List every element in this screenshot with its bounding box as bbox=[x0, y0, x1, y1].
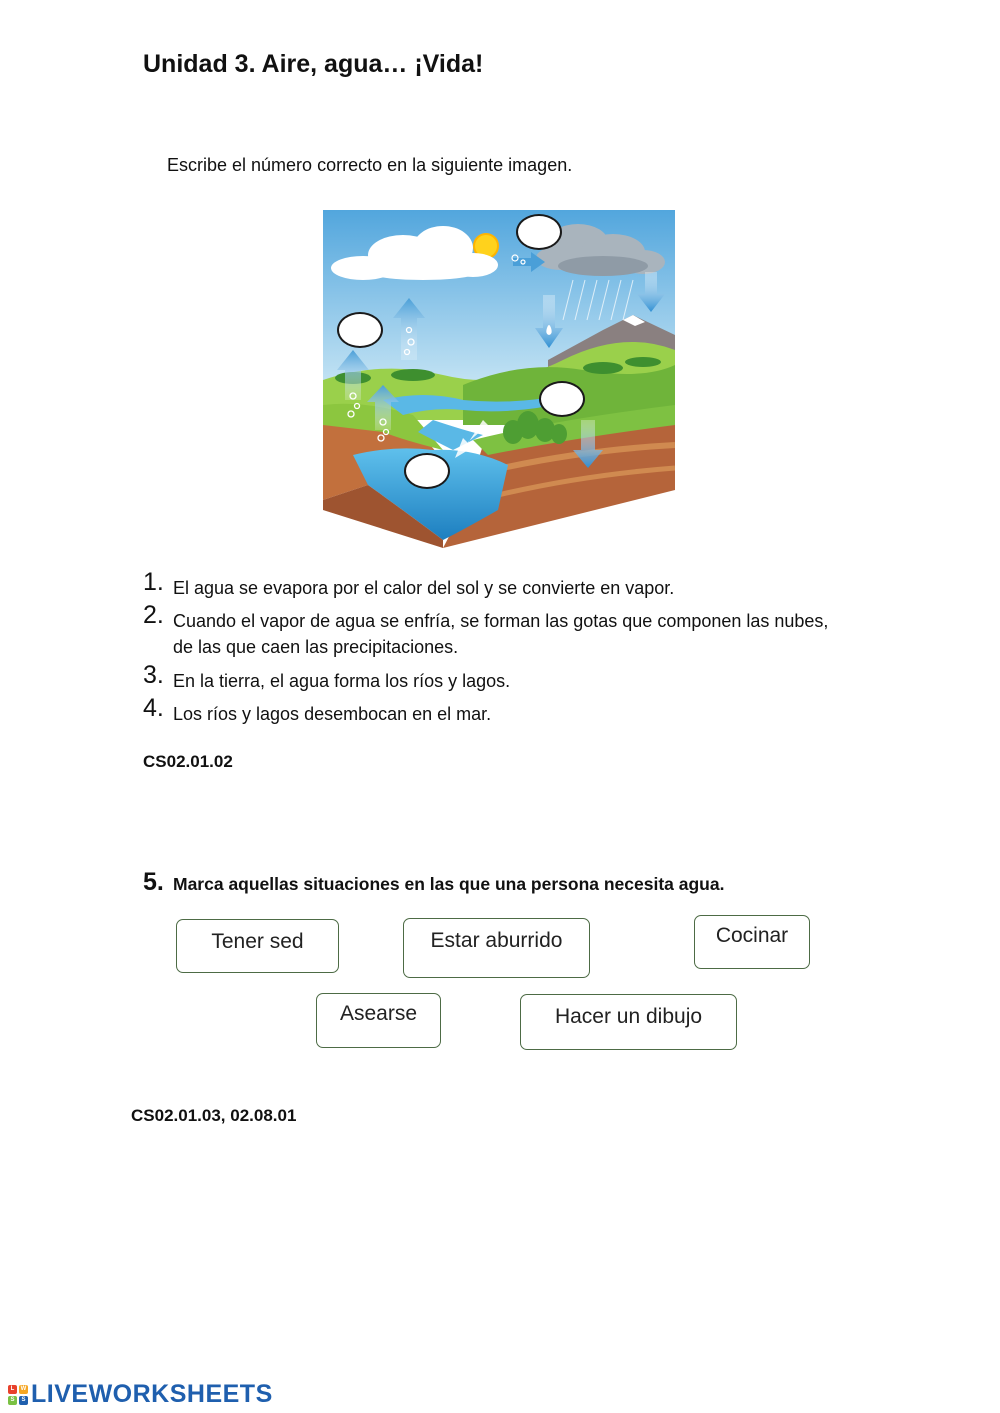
statement-3 bbox=[143, 661, 863, 698]
statement-number: 3. bbox=[143, 661, 164, 689]
liveworksheets-logo bbox=[8, 1380, 273, 1409]
choice-asearse[interactable]: Asearse bbox=[316, 993, 441, 1048]
choice-estar-aburrido[interactable]: Estar aburrido bbox=[403, 918, 590, 978]
choice-hacer-un-dibujo[interactable]: Hacer un dibujo bbox=[520, 994, 737, 1050]
statement-text: En la tierra, el agua forma los ríos y lagos. bbox=[173, 671, 511, 691]
statement-text: Cuando el vapor de agua se enfría, se forman las gotas que componen las nubes, de las que caen las precipitaciones. bbox=[173, 611, 829, 657]
answer-slot-4[interactable] bbox=[404, 453, 450, 489]
statement-1 bbox=[143, 568, 863, 605]
choice-cocinar[interactable]: Cocinar bbox=[694, 915, 810, 969]
page-title: Unidad 3. Aire, agua… ¡Vida! bbox=[143, 50, 484, 78]
statement-4 bbox=[143, 694, 863, 731]
choice-tener-sed[interactable]: Tener sed bbox=[176, 919, 339, 973]
statement-text: El agua se evapora por el calor del sol y se convierte en vapor. bbox=[173, 578, 675, 598]
statement-number: 1. bbox=[143, 568, 164, 596]
logo-grid-icon: L W S S bbox=[8, 1385, 28, 1405]
brand-name: LIVEWORKSHEETS bbox=[31, 1380, 273, 1408]
answer-slot-2[interactable] bbox=[337, 312, 383, 348]
water-cycle-picture bbox=[323, 210, 675, 548]
statement-text: Los ríos y lagos desembocan en el mar. bbox=[173, 704, 492, 724]
standard-code-1: CS02.01.02 bbox=[143, 752, 233, 771]
answer-slot-3[interactable] bbox=[539, 381, 585, 417]
statement-number: 4. bbox=[143, 694, 164, 722]
question-text: Marca aquellas situaciones en las que una persona necesita agua. bbox=[173, 874, 725, 894]
statement-number: 2. bbox=[143, 601, 164, 629]
question-number: 5. bbox=[143, 868, 164, 896]
water-cycle-illustration bbox=[323, 210, 675, 548]
statement-2 bbox=[143, 601, 863, 664]
answer-slot-1[interactable] bbox=[516, 214, 562, 250]
instruction-text: Escribe el número correcto en la siguiente imagen. bbox=[167, 155, 573, 175]
standard-code-2: CS02.01.03, 02.08.01 bbox=[131, 1106, 297, 1125]
